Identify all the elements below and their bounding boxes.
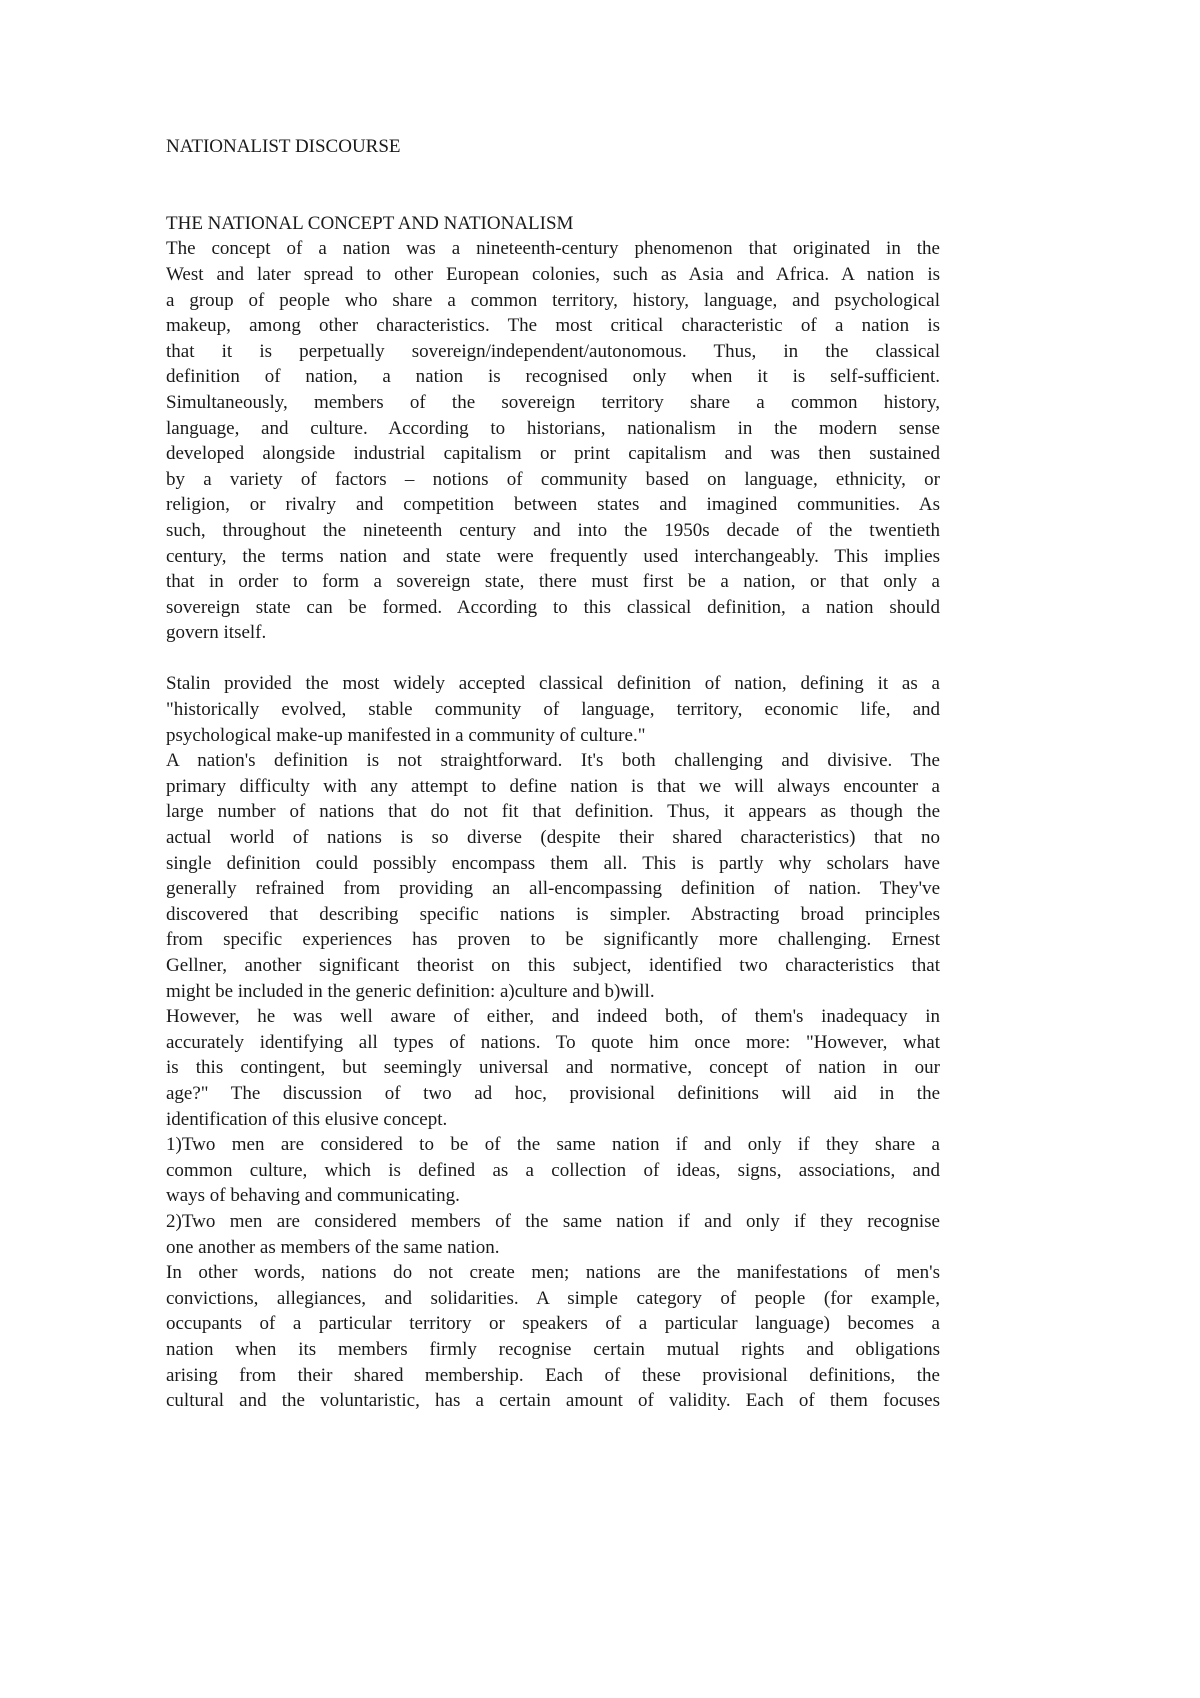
text-line: definition of nation, a nation is recognised only when it is self-sufficient. (166, 366, 940, 388)
text-line: convictions, allegiances, and solidarities. A simple category of people (for example, (166, 1287, 940, 1309)
text-line: cultural and the voluntaristic, has a certain amount of validity. Each of them focuses (166, 1390, 940, 1412)
text-line: identification of this elusive concept. (166, 1108, 448, 1130)
body-text (166, 236, 940, 1413)
text-line: govern itself. (166, 622, 267, 644)
text-line: However, he was well aware of either, and indeed both, of them's inadequacy in (166, 1006, 940, 1028)
text-line: that it is perpetually sovereign/independent/autonomous. Thus, in the classical (166, 340, 940, 362)
text-line: one another as members of the same nation. (166, 1236, 500, 1258)
text-line: psychological make-up manifested in a community of culture." (166, 724, 646, 746)
text-line: "historically evolved, stable community of language, territory, economic life, and (166, 699, 940, 721)
text-line: primary difficulty with any attempt to define nation is that we will always encounter a (166, 775, 940, 797)
text-line: large number of nations that do not fit that definition. Thus, it appears as though the (166, 801, 940, 823)
text-line: discovered that describing specific nations is simpler. Abstracting broad principles (166, 903, 940, 925)
text-line: religion, or rivalry and competition between states and imagined communities. As (166, 494, 940, 516)
text-line: occupants of a particular territory or speakers of a particular language) becomes a (166, 1313, 940, 1335)
text-line: West and later spread to other European colonies, such as Asia and Africa. A nation is (166, 263, 940, 285)
text-line: developed alongside industrial capitalism or print capitalism and was then sustained (166, 443, 940, 465)
text-line: In other words, nations do not create men; nations are the manifestations of men's (166, 1262, 940, 1284)
text-line: actual world of nations is so diverse (despite their shared characteristics) that no (166, 827, 940, 849)
blank-line (166, 646, 940, 672)
text-line: makeup, among other characteristics. The most critical characteristic of a nation is (166, 315, 940, 337)
text-line: that in order to form a sovereign state, there must first be a nation, or that only a (166, 571, 940, 593)
text-line: might be included in the generic definition: a)culture and b)will. (166, 980, 655, 1002)
text-line: 2)Two men are considered members of the same nation if and only if they recognise (166, 1210, 940, 1232)
text-line: language, and culture. According to historians, nationalism in the modern sense (166, 417, 940, 439)
blank-line (166, 185, 940, 211)
text-line: The concept of a nation was a nineteenth-century phenomenon that originated in the (166, 238, 940, 260)
text-line: century, the terms nation and state were frequently used interchangeably. This implies (166, 545, 940, 567)
text-line: common culture, which is defined as a collection of ideas, signs, associations, and (166, 1159, 940, 1181)
text-line: single definition could possibly encompass them all. This is partly why scholars have (166, 852, 940, 874)
document-page (166, 134, 940, 1414)
text-line: generally refrained from providing an all-encompassing definition of nation. They've (166, 878, 940, 900)
text-line: nation when its members firmly recognise certain mutual rights and obligations (166, 1338, 940, 1360)
text-line: such, throughout the nineteenth century and into the 1950s decade of the twentieth (166, 519, 940, 541)
text-line: from specific experiences has proven to be significantly more challenging. Ernest (166, 929, 940, 951)
section-heading: THE NATIONAL CONCEPT AND NATIONALISM (166, 212, 574, 234)
text-line: arising from their shared membership. Each of these provisional definitions, the (166, 1364, 940, 1386)
text-line: by a variety of factors – notions of community based on language, ethnicity, or (166, 468, 940, 490)
text-line: Gellner, another significant theorist on this subject, identified two characteristics that (166, 955, 940, 976)
text-line: Simultaneously, members of the sovereign territory share a common history, (166, 391, 940, 413)
document-title: NATIONALIST DISCOURSE (166, 136, 401, 157)
blank-line (166, 160, 940, 186)
text-line: 1)Two men are considered to be of the same nation if and only if they share a (166, 1134, 940, 1156)
text-line: ways of behaving and communicating. (166, 1185, 460, 1207)
text-line: A nation's definition is not straightforward. It's both challenging and divisive. The (166, 750, 940, 772)
text-line: age?" The discussion of two ad hoc, provisional definitions will aid in the (166, 1082, 940, 1104)
text-line: Stalin provided the most widely accepted classical definition of nation, defining it as a (166, 673, 940, 695)
text-line: a group of people who share a common territory, history, language, and psychological (166, 289, 940, 311)
text-line: is this contingent, but seemingly universal and normative, concept of nation in our (166, 1057, 940, 1079)
text-line: accurately identifying all types of nations. To quote him once more: "However, what (166, 1031, 940, 1053)
text-line: sovereign state can be formed. According to this classical definition, a nation should (166, 596, 940, 618)
